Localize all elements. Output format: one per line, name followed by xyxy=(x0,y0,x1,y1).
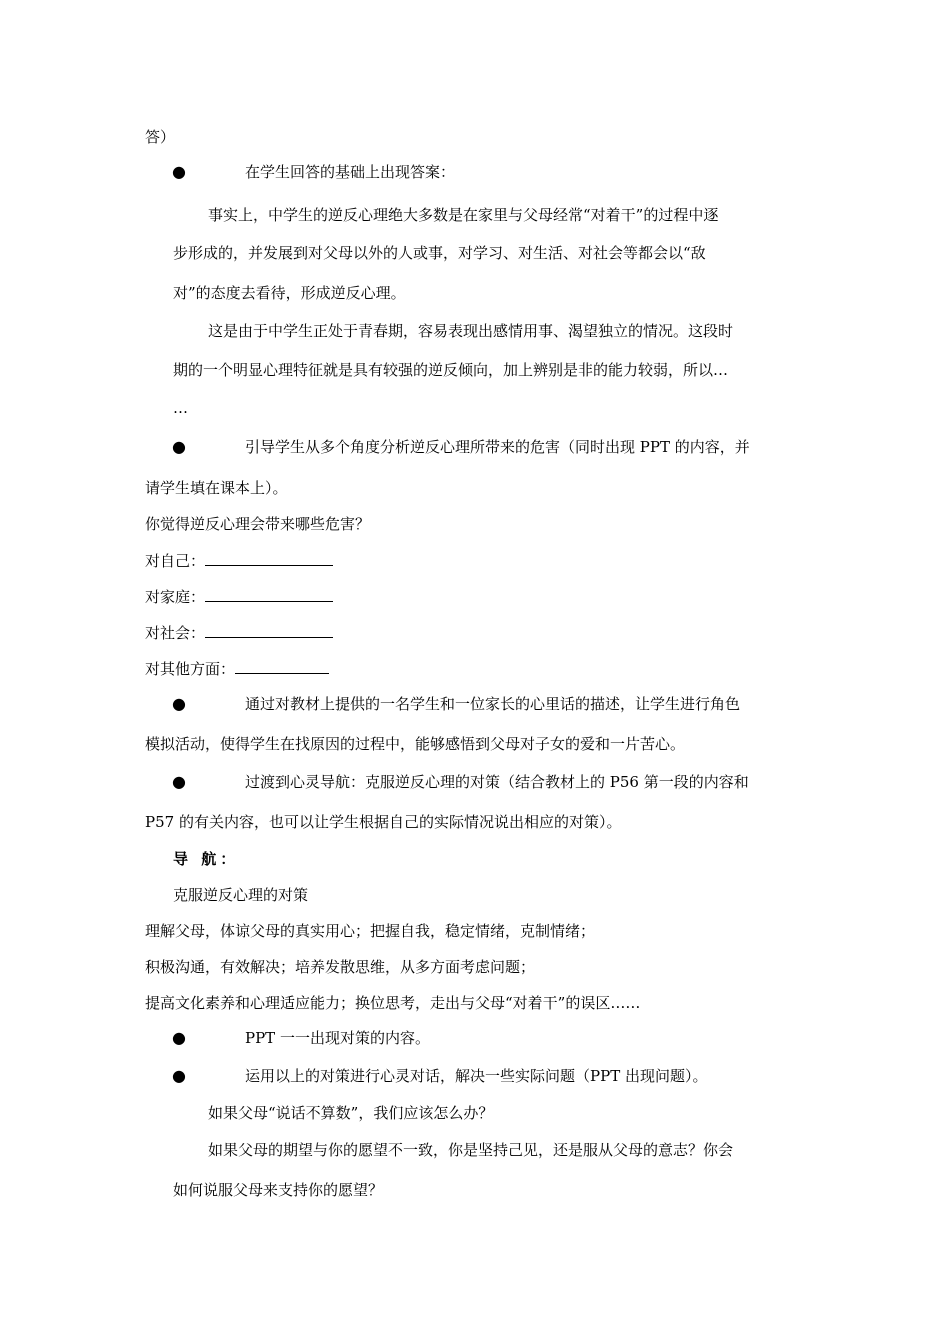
fill-in-society xyxy=(145,623,333,643)
bullet-icon: ● xyxy=(172,162,186,181)
strategy-line-2: 积极沟通，有效解决；培养发散思维，从多方面考虑问题； xyxy=(145,958,536,976)
paragraph-2-line-1: 这是由于中学生正处于青春期，容易表现出感情用事、渴望独立的情况。这段时 xyxy=(208,322,734,340)
question-line-2a: 如果父母的期望与你的愿望不一致，你是坚持己见，还是服从父母的意志？你会 xyxy=(208,1141,734,1159)
bullet-text-1: 在学生回答的基础上出现答案： xyxy=(245,163,456,181)
fill-in-blank[interactable] xyxy=(235,659,329,674)
bullet-text-3-line-1: 通过对教材上提供的一名学生和一位家长的心里话的描述，让学生进行角色 xyxy=(245,695,741,713)
bullet-text-3-line-2: 模拟活动，使得学生在找原因的过程中，能够感悟到父母对子女的爱和一片苦心。 xyxy=(145,735,686,753)
fill-in-family xyxy=(145,587,333,607)
fill-in-blank[interactable] xyxy=(205,587,333,602)
bullet-text-4-line-2: P57 的有关内容，也可以让学生根据自己的实际情况说出相应的对策）。 xyxy=(145,813,622,831)
bullet-text-2-line-2: 请学生填在课本上）。 xyxy=(145,479,288,497)
text-line-answer-end: 答） xyxy=(145,128,176,146)
bullet-icon: ● xyxy=(172,772,186,791)
fill-in-label: 对自己： xyxy=(145,552,206,570)
bullet-icon: ● xyxy=(172,694,186,713)
fill-in-label: 对社会： xyxy=(145,624,206,642)
bullet-text-2-line-1: 引导学生从多个角度分析逆反心理所带来的危害（同时出现 PPT 的内容，并 xyxy=(245,438,750,456)
bullet-text-4-line-1: 过渡到心灵导航：克服逆反心理的对策（结合教材上的 P56 第一段的内容和 xyxy=(245,773,749,791)
section-subheading: 克服逆反心理的对策 xyxy=(173,886,309,904)
fill-in-other xyxy=(145,659,329,679)
question-line-2b: 如何说服父母来支持你的愿望？ xyxy=(173,1181,384,1199)
fill-in-blank[interactable] xyxy=(205,623,333,638)
fill-in-label: 对家庭： xyxy=(145,588,206,606)
question-line: 你觉得逆反心理会带来哪些危害？ xyxy=(145,515,371,533)
fill-in-self xyxy=(145,551,333,571)
question-line-1: 如果父母“说话不算数”，我们应该怎么办？ xyxy=(208,1104,494,1122)
fill-in-blank[interactable] xyxy=(205,551,333,566)
section-heading-navigation: 导 航： xyxy=(173,850,240,868)
strategy-line-1: 理解父母，体谅父母的真实用心；把握自我，稳定情绪，克制情绪； xyxy=(145,922,596,940)
bullet-text-6: 运用以上的对策进行心灵对话，解决一些实际问题（PPT 出现问题）。 xyxy=(245,1067,708,1085)
paragraph-2-line-2: 期的一个明显心理特征就是具有较强的逆反倾向，加上辨别是非的能力较弱，所以… xyxy=(173,361,729,379)
bullet-icon: ● xyxy=(172,437,186,456)
paragraph-1-line-1: 事实上，中学生的逆反心理绝大多数是在家里与父母经常“对着干”的过程中逐 xyxy=(208,206,719,224)
strategy-line-3: 提高文化素养和心理适应能力；换位思考，走出与父母“对着干”的误区…… xyxy=(145,994,641,1012)
paragraph-1-line-2: 步形成的，并发展到对父母以外的人或事，对学习、对生活、对社会等都会以“敌 xyxy=(173,244,706,262)
paragraph-1-line-3: 对”的态度去看待，形成逆反心理。 xyxy=(173,284,406,302)
paragraph-2-line-3: … xyxy=(173,399,188,417)
bullet-icon: ● xyxy=(172,1066,186,1085)
bullet-icon: ● xyxy=(172,1028,186,1047)
fill-in-label: 对其他方面： xyxy=(145,660,236,678)
bullet-text-5: PPT 一一出现对策的内容。 xyxy=(245,1029,430,1047)
